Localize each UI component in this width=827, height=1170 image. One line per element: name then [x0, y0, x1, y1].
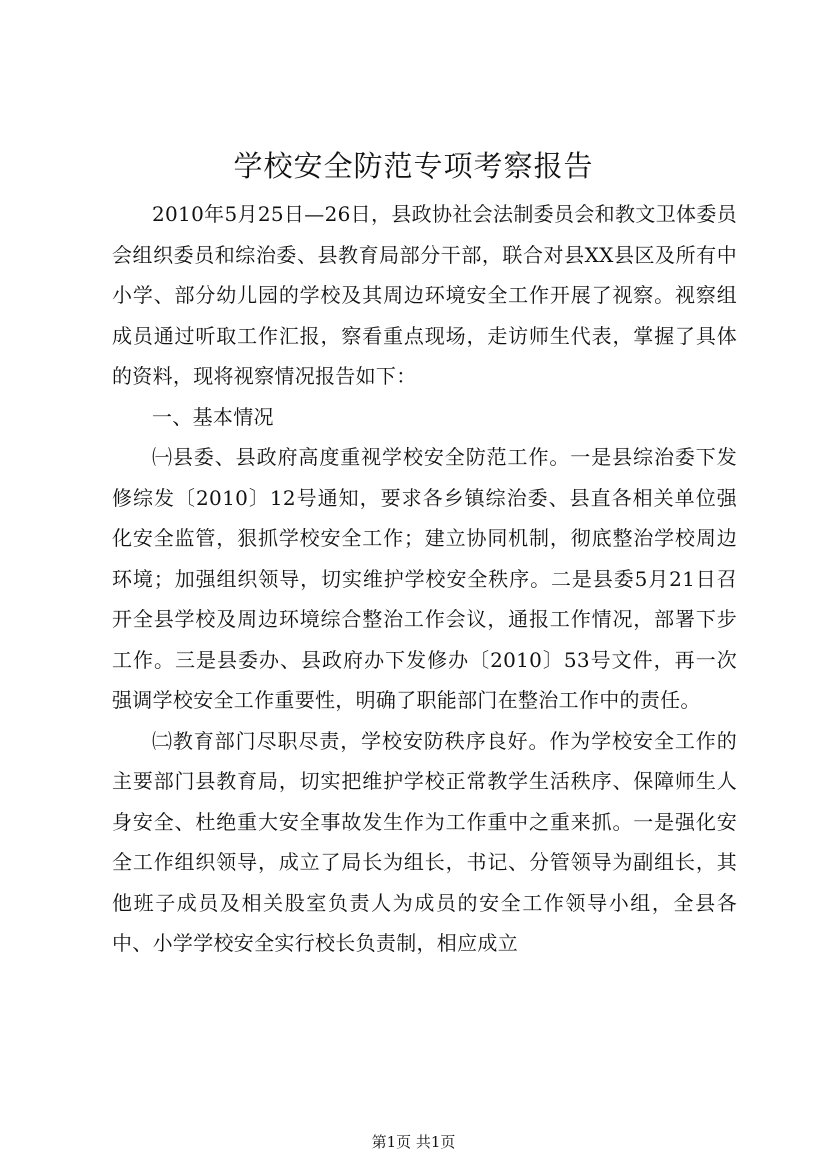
- paragraph-section-2: ㈡教育部门尽职尽责，学校安防秩序良好。作为学校安全工作的主要部门县教育局，切实把维护学校正常教学生活秩序、保障师生人身安全、杜绝重大安全事故发生作为工作重中之重来抓。一是强化安全工作组织领导，成立了局长为组长，书记、分管领导为副组长，其他班子成员及相关股室负责人为成员的安全工作领导小组，全县各中、小学学校安全实行校长负责制，相应成立: [112, 728, 737, 955]
- paragraph-section-1: ㈠县委、县政府高度重视学校安全防范工作。一是县综治委下发修综发〔2010〕12号通知，要求各乡镇综治委、县直各相关单位强化安全监管，狠抓学校安全工作；建立协同机制，彻底整治学校周边环境；加强组织领导，切实维护学校安全秩序。二是县委5月21日召开全县学校及周边环境综合整治工作会议，通报工作情况，部署下步工作。三是县委办、县政府办下发修办〔2010〕53号文件，再一次强调学校安全工作重要性，明确了职能部门在整治工作中的责任。: [112, 445, 737, 712]
- document-body: [112, 194, 737, 964]
- paragraph-intro: 2010年5月25日—26日，县政协社会法制委员会和教文卫体委员会组织委员和综治委、县教育局部分干部，联合对县XX县区及所有中小学、部分幼儿园的学校及其周边环境安全工作开展了视察。视察组成员通过听取工作汇报，察看重点现场，走访师生代表，掌握了具体的资料，现将视察情况报告如下：: [112, 202, 737, 388]
- section-heading-basic-situation: 一、基本情况: [152, 404, 274, 429]
- page-footer: 第1页 共1页: [371, 1133, 456, 1151]
- document-title: 学校安全防范专项考察报告: [233, 149, 594, 183]
